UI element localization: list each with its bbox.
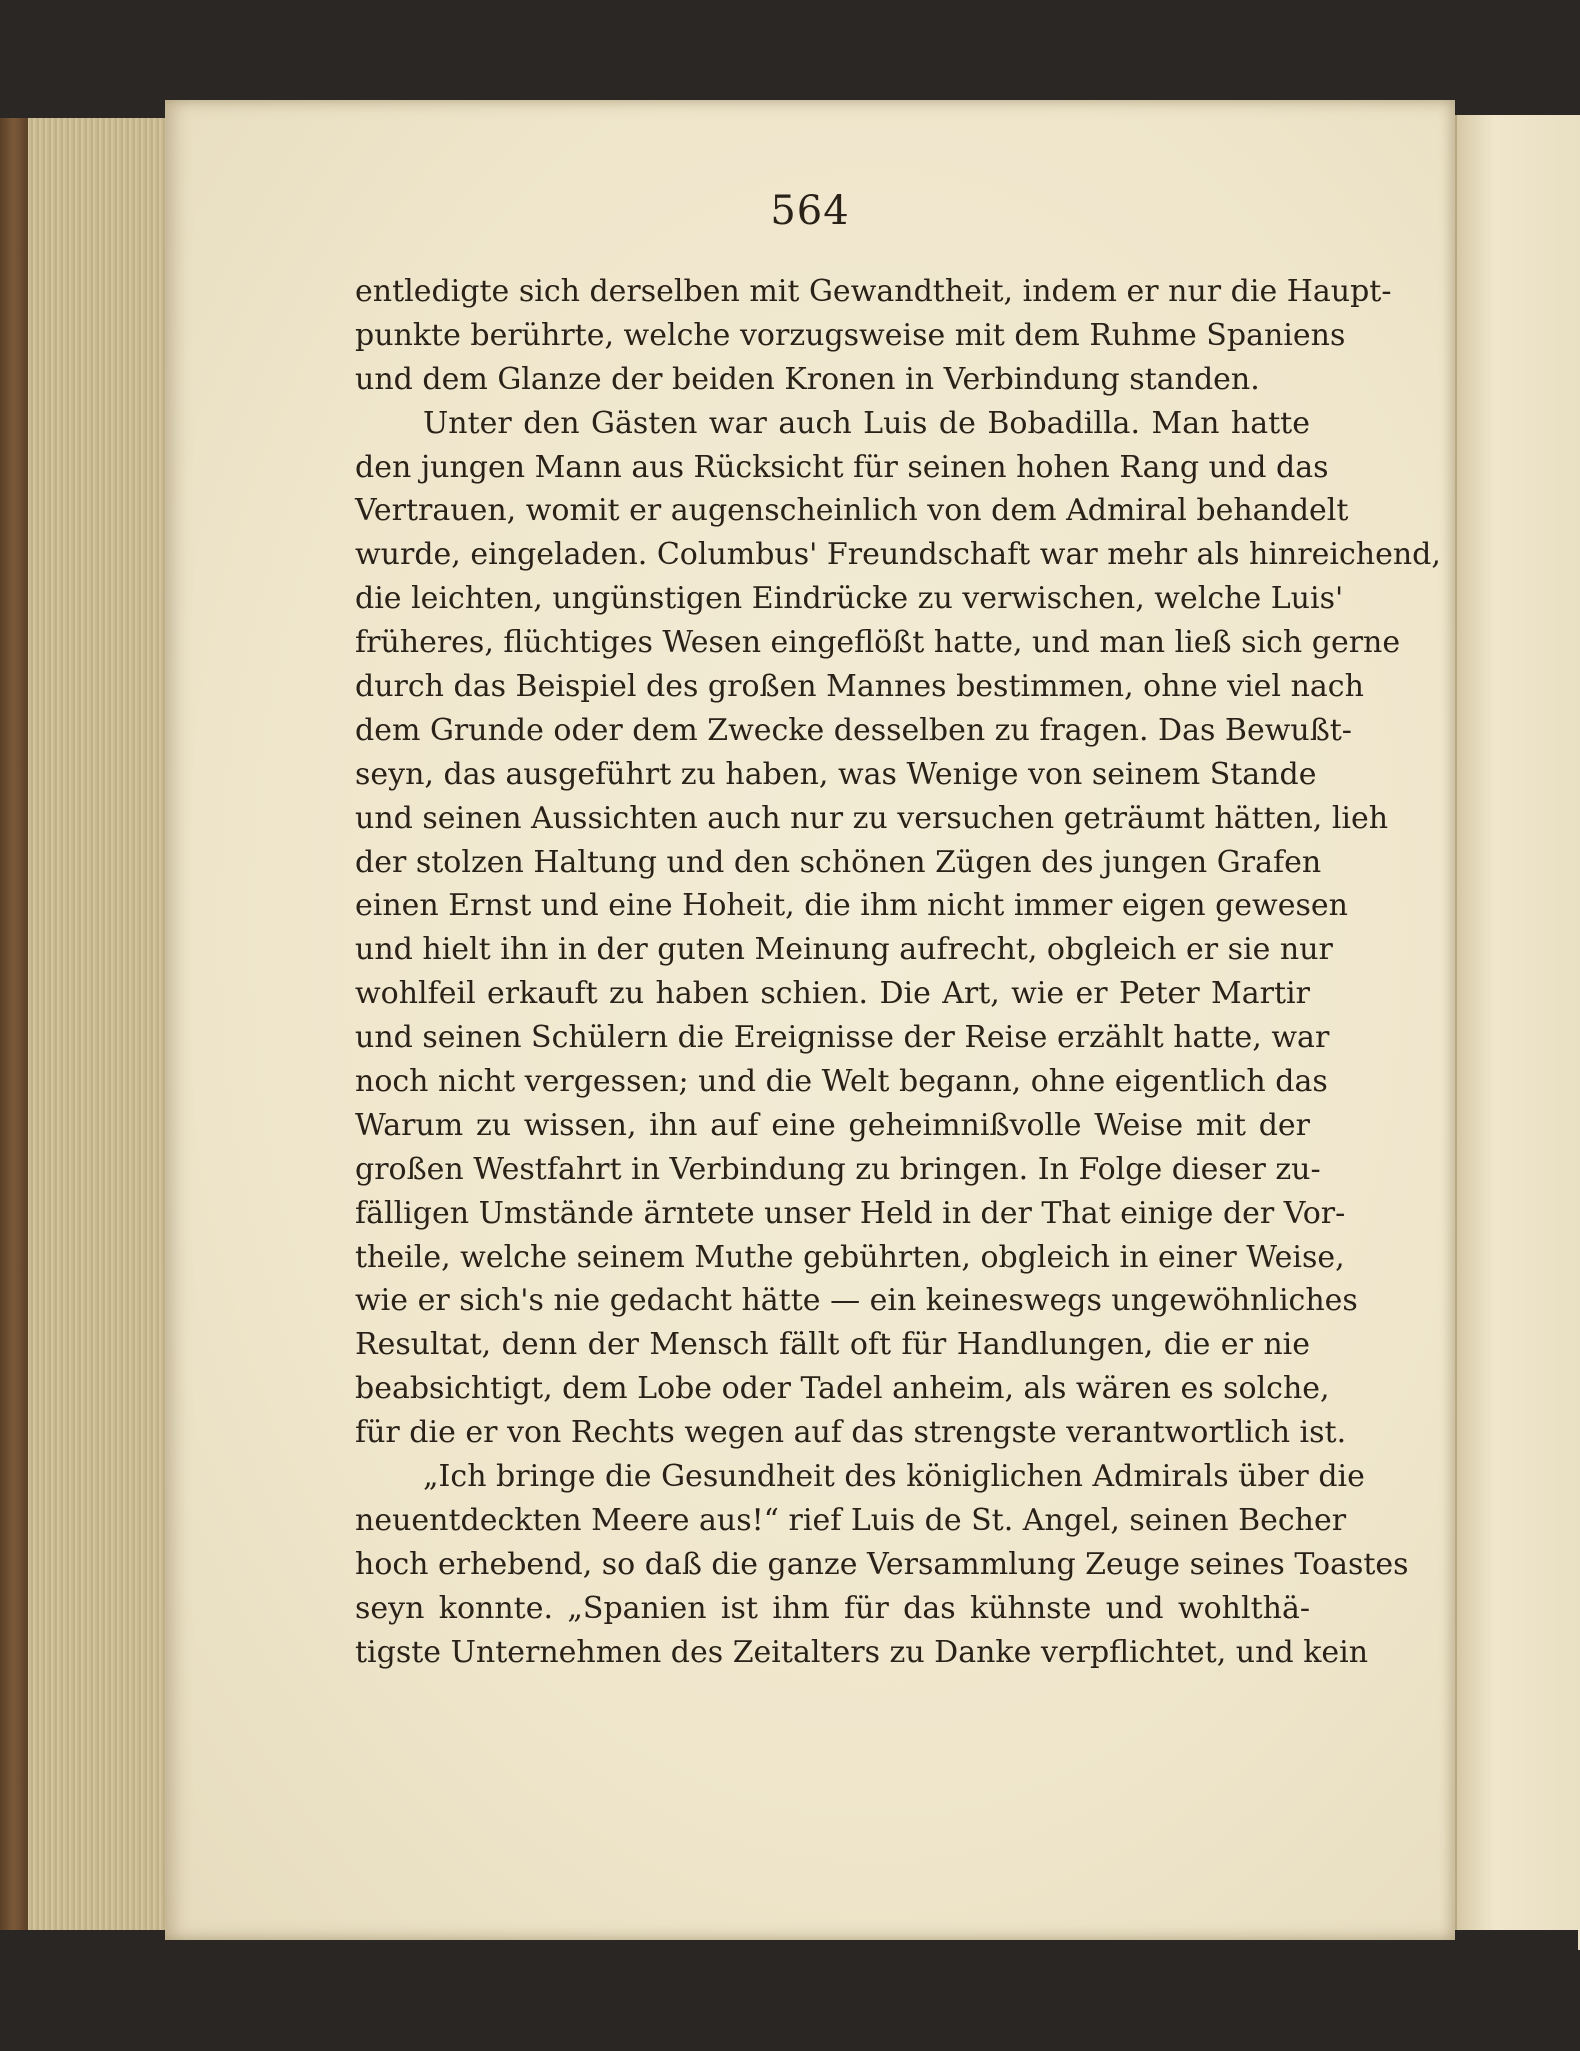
text-line: Warum zu wissen, ihn auf eine geheimnißvolle Weise mit der [355,1107,1310,1143]
text-line: die leichten, ungünstigen Eindrücke zu verwischen, welche Luis' [355,581,1344,617]
text-line: beabsichtigt, dem Lobe oder Tadel anheim, als wären es solche, [355,1371,1330,1407]
text-line: früheres, flüchtiges Wesen eingeflößt hatte, und man ließ sich gerne [355,625,1401,661]
text-line: wie er sich's nie gedacht hätte — ein keineswegs ungewöhnliches [355,1283,1358,1319]
text-line: tigste Unternehmen des Zeitalters zu Danke verpflichtet, und kein [355,1634,1369,1670]
text-line: noch nicht vergessen; und die Welt begann, ohne eigentlich das [355,1064,1328,1100]
facing-page-edge [1455,115,1580,1950]
text-line: einen Ernst und eine Hoheit, die ihm nicht immer eigen gewesen [355,888,1348,924]
paragraph-start-line: „Ich bringe die Gesundheit des königlichen Admirals über die [423,1459,1365,1495]
book-cover-left [0,118,28,1938]
page-number: 564 [770,188,850,234]
text-line: der stolzen Haltung und den schönen Zügen des jungen Grafen [355,844,1322,880]
text-line: Resultat, denn der Mensch fällt oft für Handlungen, die er nie [355,1327,1310,1363]
text-line: durch das Beispiel des großen Mannes bestimmen, ohne viel nach [355,669,1364,705]
text-line: großen Westfahrt in Verbindung zu bringen. In Folge dieser zu- [355,1151,1321,1187]
paragraph-start-line: Unter den Gästen war auch Luis de Bobadilla. Man hatte [423,405,1310,441]
body-text [355,270,1441,1675]
text-line: und seinen Schülern die Ereignisse der Reise erzählt hatte, war [355,1020,1330,1056]
text-line: fälligen Umstände ärntete unser Held in der That einige der Vor- [355,1195,1346,1231]
book-cover-top [0,0,1578,100]
text-line: wurde, eingeladen. Columbus' Freundschaft war mehr als hinreichend, [355,537,1441,573]
text-line: punkte berührte, welche vorzugsweise mit dem Ruhme Spaniens [355,317,1346,353]
text-line: theile, welche seinem Muthe gebührten, obgleich in einer Weise, [355,1239,1345,1275]
text-line: hoch erhebend, so daß die ganze Versammlung Zeuge seines Toastes [355,1546,1409,1582]
text-line: Vertrauen, womit er augenscheinlich von dem Admiral behandelt [355,493,1349,529]
text-line: seyn konnte. „Spanien ist ihm für das kühnste und wohlthä- [355,1590,1310,1626]
text-line: dem Grunde oder dem Zwecke desselben zu fragen. Das Bewußt- [355,712,1352,748]
book-page [165,100,1455,1940]
text-line: und dem Glanze der beiden Kronen in Verbindung standen. [355,361,1260,397]
text-line: neuentdeckten Meere aus!“ rief Luis de St. Angel, seinen Becher [355,1502,1347,1538]
text-line: seyn, das ausgeführt zu haben, was Wenige von seinem Stande [355,756,1317,792]
text-line: den jungen Mann aus Rücksicht für seinen hohen Rang und das [355,449,1329,485]
text-line: entledigte sich derselben mit Gewandtheit, indem er nur die Haupt- [355,274,1392,309]
text-line: für die er von Rechts wegen auf das strengste verantwortlich ist. [355,1415,1347,1451]
text-line: wohlfeil erkauft zu haben schien. Die Art, wie er Peter Martir [355,976,1310,1012]
text-line: und seinen Aussichten auch nur zu versuchen geträumt hätten, lieh [355,800,1389,836]
text-line: und hielt ihn in der guten Meinung aufrecht, obgleich er sie nur [355,932,1333,968]
book-cover-bottom [0,1930,1578,2051]
